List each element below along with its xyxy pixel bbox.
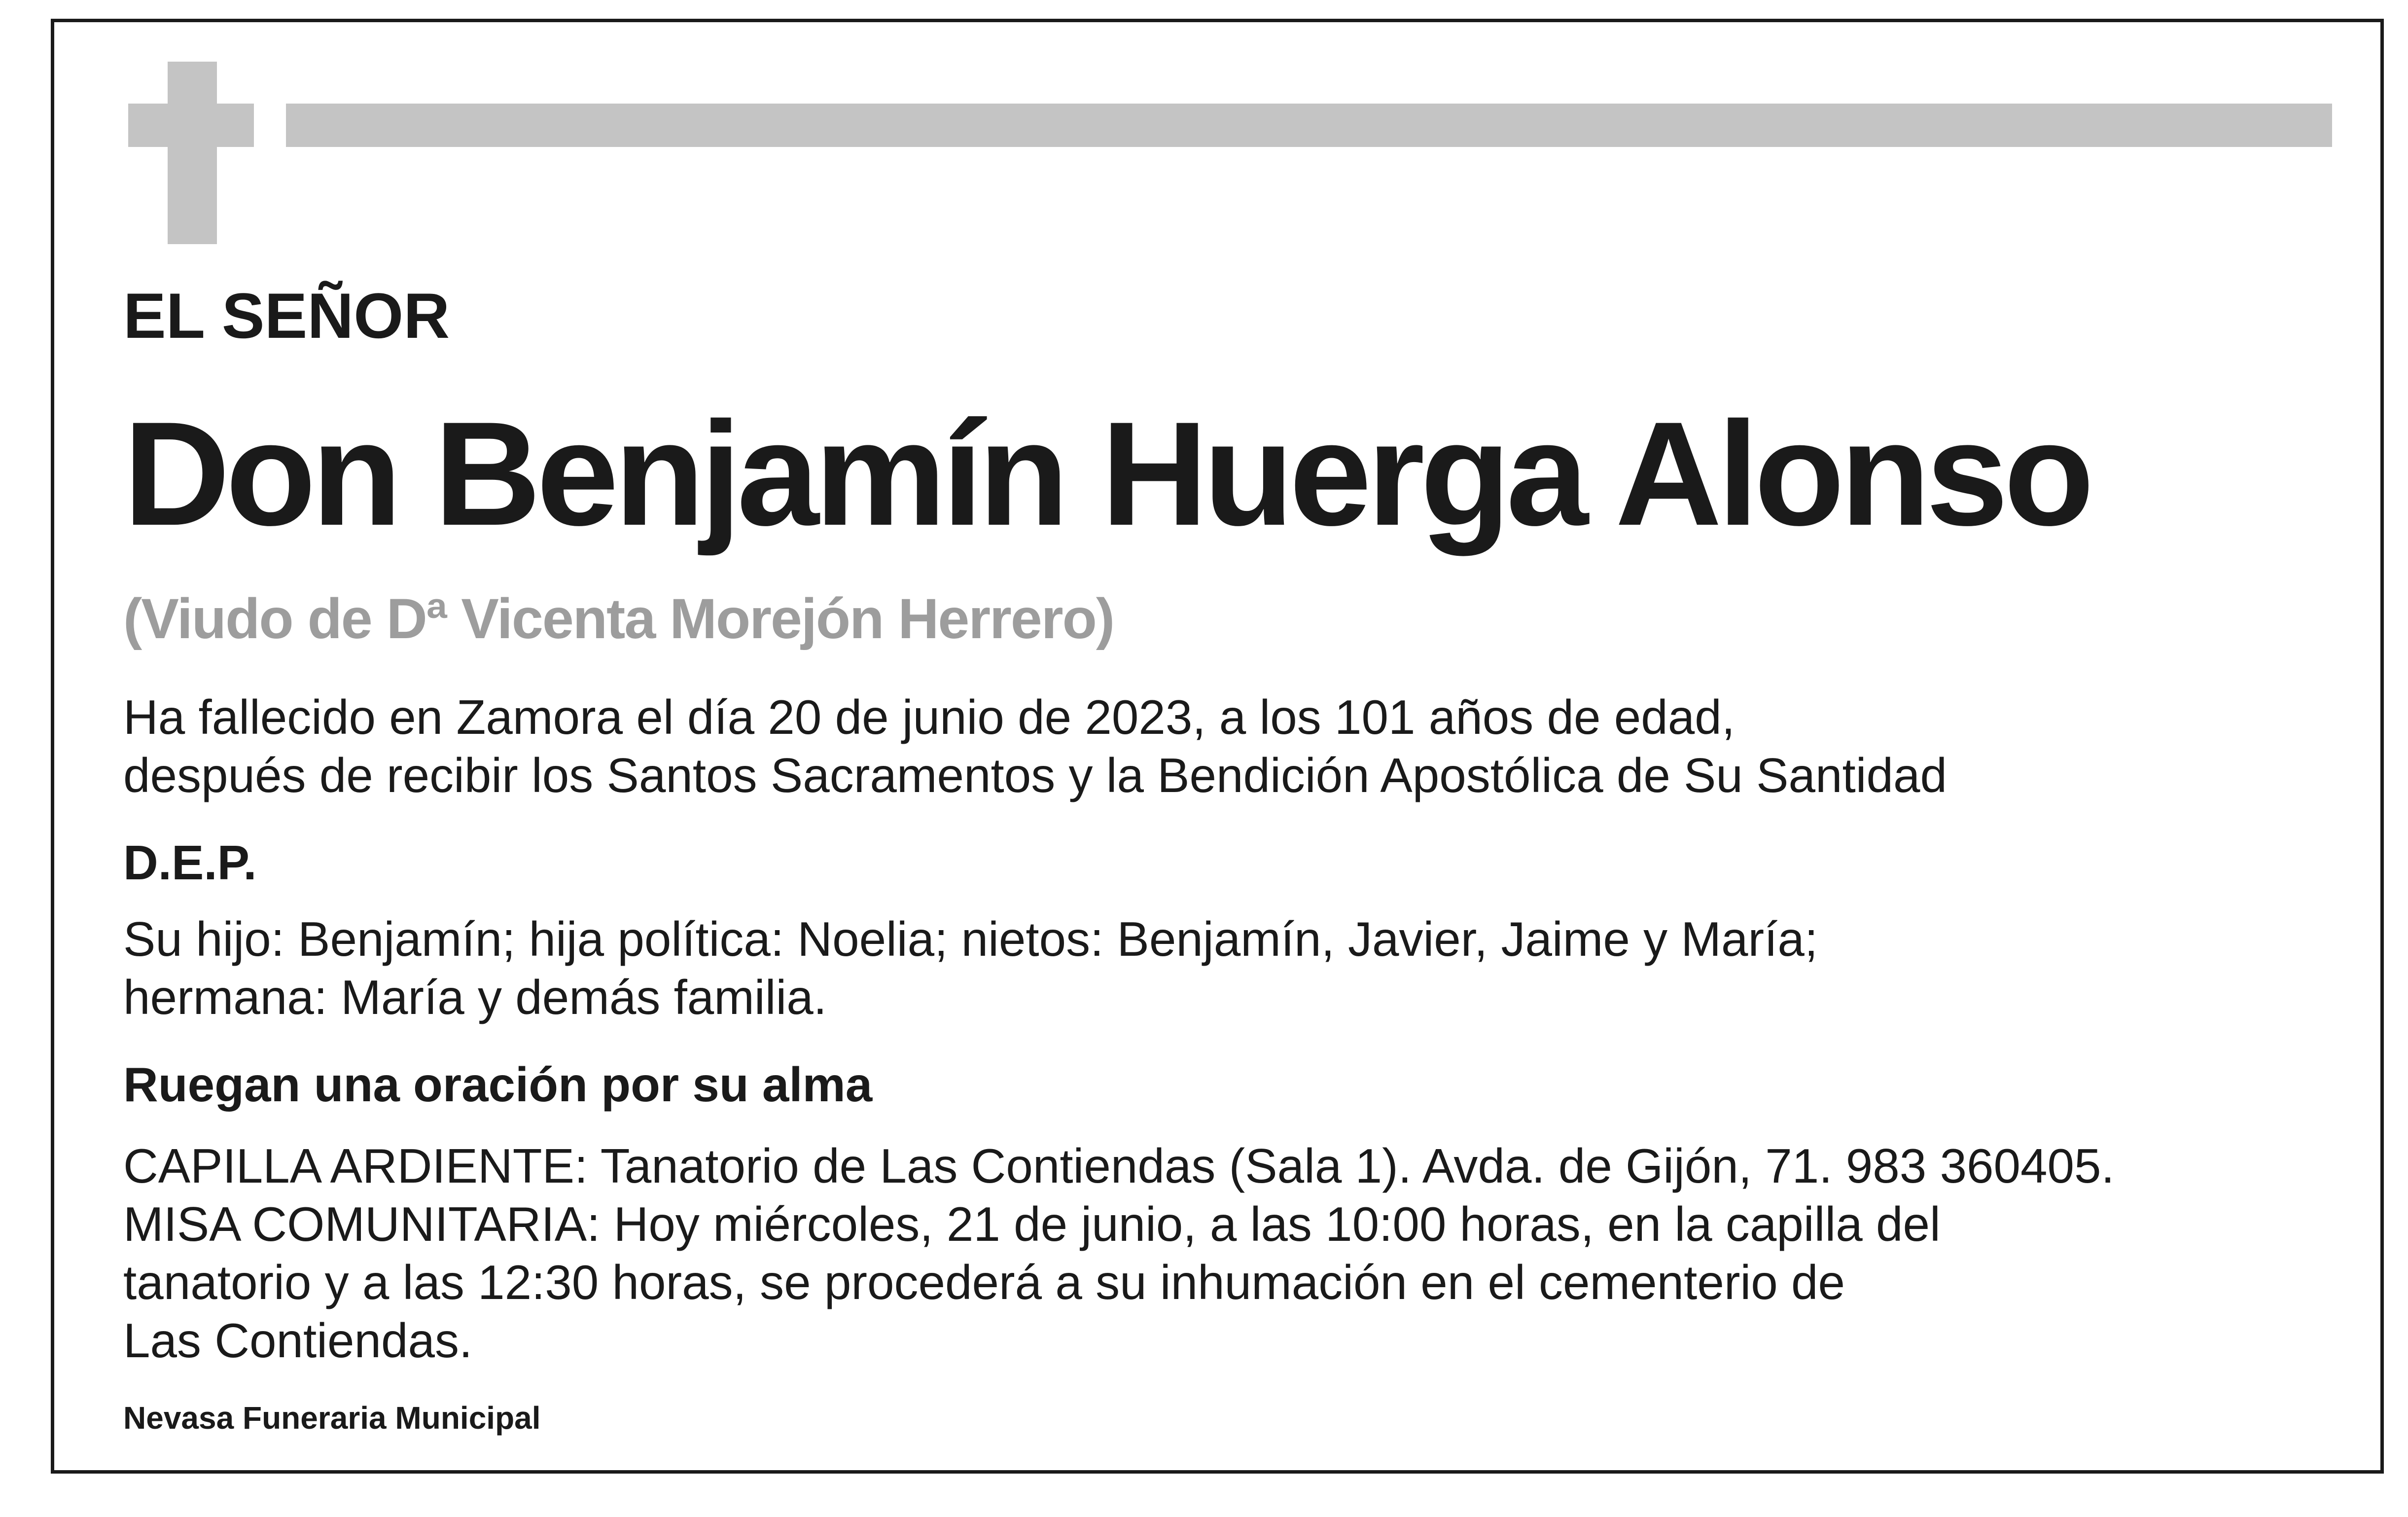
death-line: después de recibir los Santos Sacramentos y la Bendición Apostólica de Su Santidad	[123, 748, 1948, 802]
service-line: CAPILLA ARDIENTE: Tanatorio de Las Contiendas (Sala 1). Avda. de Gijón, 71. 983 360405.	[123, 1139, 2115, 1193]
service-line: MISA COMUNITARIA: Hoy miércoles, 21 de junio, a las 10:00 horas, en la capilla del	[123, 1197, 1941, 1251]
widow-of-line: (Viudo de Dª Vicenta Morejón Herrero)	[123, 587, 1114, 650]
service-line: tanatorio y a las 12:30 horas, se procederá a su inhumación en el cementerio de	[123, 1255, 1845, 1309]
cross-icon	[168, 62, 217, 244]
service-details	[123, 1137, 2115, 1370]
prayer-request: Ruegan una oración por su alma	[123, 1057, 873, 1112]
family-list	[123, 910, 1818, 1026]
title-label: EL SEÑOR	[123, 280, 450, 352]
dep-label: D.E.P.	[123, 835, 257, 890]
decorative-top-bar	[286, 104, 2332, 147]
funeral-home-name: Nevasa Funeraria Municipal	[123, 1400, 541, 1436]
death-line: Ha fallecido en Zamora el día 20 de junio de 2023, a los 101 años de edad,	[123, 690, 1735, 744]
service-line: Las Contiendas.	[123, 1313, 473, 1368]
cross-icon-crossbar	[128, 104, 254, 147]
family-line: hermana: María y demás familia.	[123, 970, 827, 1024]
family-line: Su hijo: Benjamín; hija política: Noelia; nietos: Benjamín, Javier, Jaime y María;	[123, 912, 1818, 966]
death-announcement	[123, 688, 1947, 804]
deceased-name: Don Benjamín Huerga Alonso	[123, 391, 2090, 556]
